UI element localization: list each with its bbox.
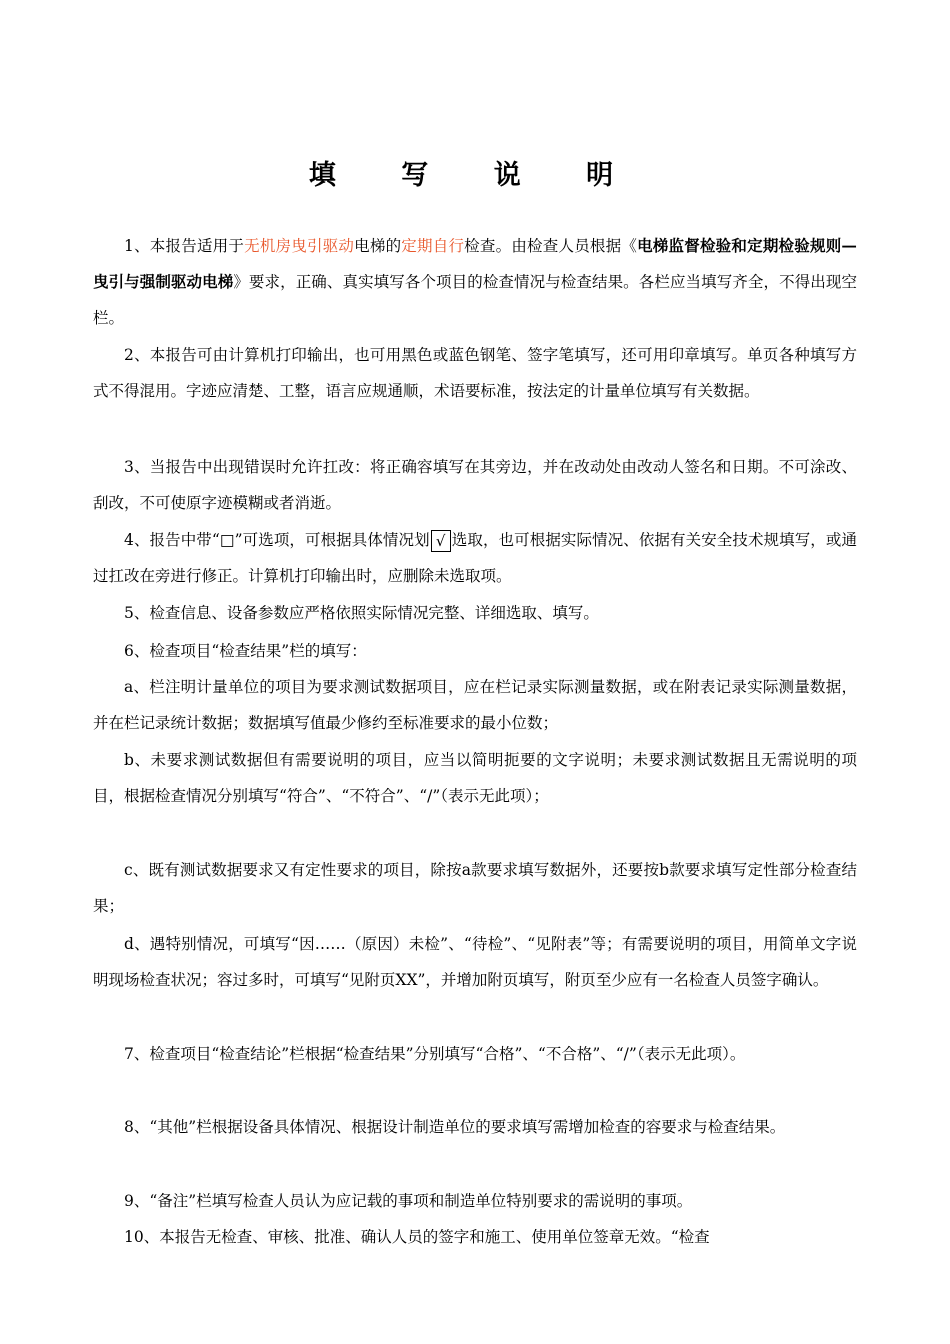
instruction-1	[93, 228, 857, 336]
instruction-6c: c、既有测试数据要求又有定性要求的项目，除按a款要求填写数据外，还要按b款要求填写定性部分检查结果；	[93, 861, 857, 915]
inspection-type-highlight: 定期自行	[401, 237, 465, 255]
regulation-title: 电梯监督检验和定期检验规则—曳引与强制驱动电梯	[93, 236, 857, 291]
instruction-1-text-a: 1、本报告适用于	[124, 237, 245, 255]
instruction-6b: b、未要求测试数据但有需要说明的项目，应当以简明扼要的文字说明；未要求测试数据且无需说明的项目，根据检查情况分别填写“符合”、“不符合”、“/”（表示无此项）；	[93, 751, 857, 805]
instruction-4	[93, 522, 857, 594]
instruction-1-text-c: 检查。由检查人员根据《	[464, 237, 638, 255]
elevator-type-highlight: 无机房曳引驱动	[244, 237, 355, 255]
instruction-6d: d、遇特别情况，可填写“因……（原因）未检”、“待检”、“见附表”等；有需要说明的项目，用简单文字说明现场检查状况；容过多时，可填写“见附页XX”，并增加附页填写，附页至少应有一名检查人员签字确认。	[93, 935, 857, 989]
instruction-2: 2、本报告可由计算机打印输出，也可用黑色或蓝色钢笔、签字笔填写，还可用印章填写。单页各种填写方式不得混用。字迹应清楚、工整，语言应规通顺，术语要标准，按法定的计量单位填写有关数据。	[93, 346, 857, 400]
instruction-10: 10、本报告无检查、审核、批准、确认人员的签字和施工、使用单位签章无效。“检查	[124, 1228, 710, 1246]
instruction-6a: a、栏注明计量单位的项目为要求测试数据项目，应在栏记录实际测量数据，或在附表记录实际测量数据，并在栏记录统计数据；数据填写值最少修约至标准要求的最小位数；	[93, 678, 857, 732]
page-title: 填 写 说 明	[308, 160, 642, 191]
instruction-7: 7、检查项目“检查结论”栏根据“检查结果”分别填写“合格”、“不合格”、“/”（表示无此项）。	[124, 1045, 746, 1063]
instruction-1-text-d: 》要求，正确、真实填写各个项目的检查情况与检查结果。各栏应当填写齐全，不得出现空栏。	[93, 273, 857, 327]
instruction-6: 6、检查项目“检查结果”栏的填写：	[124, 642, 367, 660]
checkmark-icon: √	[431, 530, 451, 552]
instruction-4-text-b: 选取，也可根据实际情况、依据有关安全技术规填写，或通过扛改在旁进行修正。计算机打印输出时，应删除未选取项。	[93, 531, 857, 585]
instruction-5: 5、检查信息、设备参数应严格依照实际情况完整、详细选取、填写。	[124, 604, 599, 622]
instruction-1-text-b: 电梯的	[354, 237, 402, 255]
instruction-4-text-a: 4、报告中带“□”可选项，可根据具体情况划	[124, 531, 430, 549]
instruction-9: 9、“备注”栏填写检查人员认为应记载的事项和制造单位特别要求的需说明的事项。	[124, 1192, 693, 1210]
instruction-8: 8、“其他”栏根据设备具体情况、根据设计制造单位的要求填写需增加检查的容要求与检查结果。	[124, 1118, 786, 1136]
instruction-3: 3、当报告中出现错误时允许扛改：将正确容填写在其旁边，并在改动处由改动人签名和日期。不可涂改、刮改，不可使原字迹模糊或者消逝。	[93, 458, 857, 512]
